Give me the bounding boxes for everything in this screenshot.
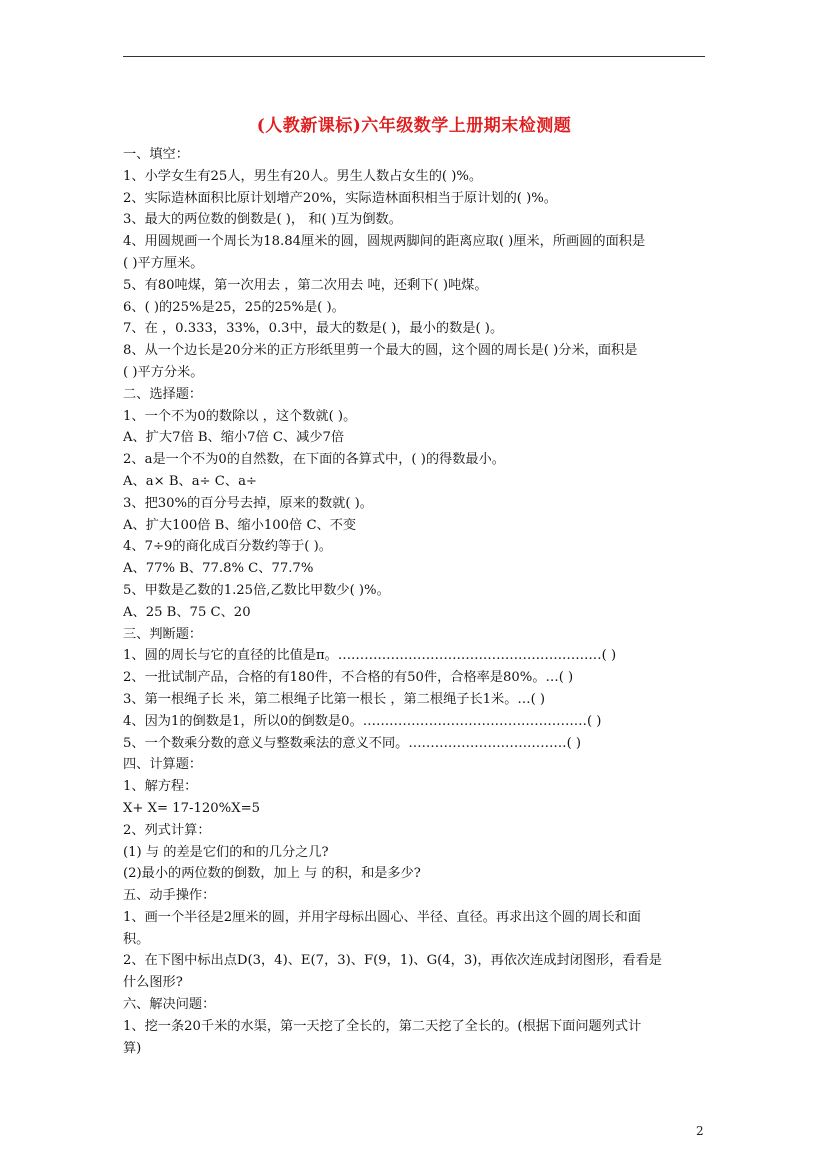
question-line: 4、用圆规画一个周长为18.84厘米的圆，圆规两脚间的距离应取( )厘米，所画圆的面积是 — [123, 234, 646, 250]
choice-options: A、扩大7倍 B、缩小7倍 C、减少7倍 — [123, 430, 345, 446]
section-heading-multiple-choice: 二、选择题： — [123, 386, 203, 402]
question-line: 3、把30%的百分号去掉，原来的数就( )。 — [123, 495, 373, 511]
question-line: 2、一批试制产品，合格的有180件，不合格的有50件，合格率是80%。…( ) — [123, 670, 574, 686]
question-line: 1、挖一条20千米的水渠，第一天挖了全长的，第二天挖了全长的。(根据下面问题列式计 — [123, 1018, 642, 1034]
question-line: 3、第一根绳子长 米，第二根绳子比第一根长 ，第二根绳子长1米。…( ) — [123, 691, 546, 707]
choice-options: A、a× B、a÷ C、a÷ — [123, 473, 257, 489]
section-heading-true-false: 三、判断题： — [123, 626, 203, 642]
question-line: 8、从一个边长是20分米的正方形纸里剪一个最大的圆，这个圆的周长是( )分米，面积是 — [123, 343, 638, 359]
question-line: 7、在 ，0.333，33%，0.3中，最大的数是( )，最小的数是( )。 — [123, 321, 504, 337]
document-body — [123, 144, 708, 1059]
question-line: 1、小学女生有25人，男生有20人。男生人数占女生的( )%。 — [123, 168, 483, 184]
question-line: 2、a是一个不为0的自然数，在下面的各算式中，( )的得数最小。 — [123, 452, 505, 468]
section-heading-problem-solving: 六、解决问题： — [123, 997, 216, 1013]
page-title: (人教新课标)六年级数学上册期末检测题 — [256, 116, 572, 136]
page-number: 2 — [696, 1124, 704, 1138]
question-line: ( )平方分米。 — [123, 364, 204, 380]
question-line: 1、画一个半径是2厘米的圆，并用字母标出圆心、半径、直径。再求出这个圆的周长和面 — [123, 909, 641, 925]
question-line: 什么图形? — [123, 975, 183, 991]
question-line: 2、在下图中标出点D(3，4)、E(7，3)、F(9，1)、G(4，3)，再依次连成封闭图形，看看是 — [123, 953, 662, 969]
question-line: 积。 — [123, 931, 150, 947]
question-line: 5、一个数乘分数的意义与整数乘法的意义不同。………………………………( ) — [123, 735, 582, 751]
section-heading-calculation: 四、计算题： — [123, 757, 203, 773]
equation-line: X+ X= 17-120%X=5 — [123, 800, 261, 816]
question-line: 5、甲数是乙数的1.25倍,乙数比甲数少( )%。 — [123, 582, 390, 598]
question-line: (1) 与 的差是它们的和的几分之几? — [123, 844, 329, 860]
choice-options: A、25 B、75 C、20 — [123, 604, 251, 620]
question-line: ( )平方厘米。 — [123, 255, 204, 271]
question-line: 算) — [123, 1040, 142, 1056]
question-line: 6、( )的25%是25，25的25%是( )。 — [123, 299, 345, 315]
choice-options: A、77% B、77.8% C、77.7% — [123, 561, 314, 577]
question-line: 2、列式计算： — [123, 822, 211, 838]
question-line: 3、最大的两位数的倒数是( )， 和( )互为倒数。 — [123, 212, 402, 228]
question-line: 4、因为1的倒数是1，所以0的倒数是0。……………………………………………( ) — [123, 713, 602, 729]
question-line: 5、有80吨煤，第一次用去 ，第二次用去 吨，还剩下( )吨煤。 — [123, 277, 488, 293]
header-rule — [123, 56, 705, 57]
question-line: 1、圆的周长与它的直径的比值是π。……………………………………………………( ) — [123, 648, 617, 664]
section-heading-fill-in: 一、填空： — [123, 147, 189, 162]
question-line: 2、实际造林面积比原计划增产20%，实际造林面积相当于原计划的( )%。 — [123, 190, 557, 206]
section-heading-hands-on: 五、动手操作： — [123, 888, 216, 904]
question-line: 4、7÷9的商化成百分数约等于( )。 — [123, 539, 332, 555]
question-line: (2)最小的两位数的倒数，加上 与 的积，和是多少? — [123, 866, 421, 882]
choice-options: A、扩大100倍 B、缩小100倍 C、不变 — [123, 517, 357, 533]
question-line: 1、一个不为0的数除以 ，这个数就( )。 — [123, 408, 357, 424]
question-line: 1、解方程： — [123, 779, 198, 795]
